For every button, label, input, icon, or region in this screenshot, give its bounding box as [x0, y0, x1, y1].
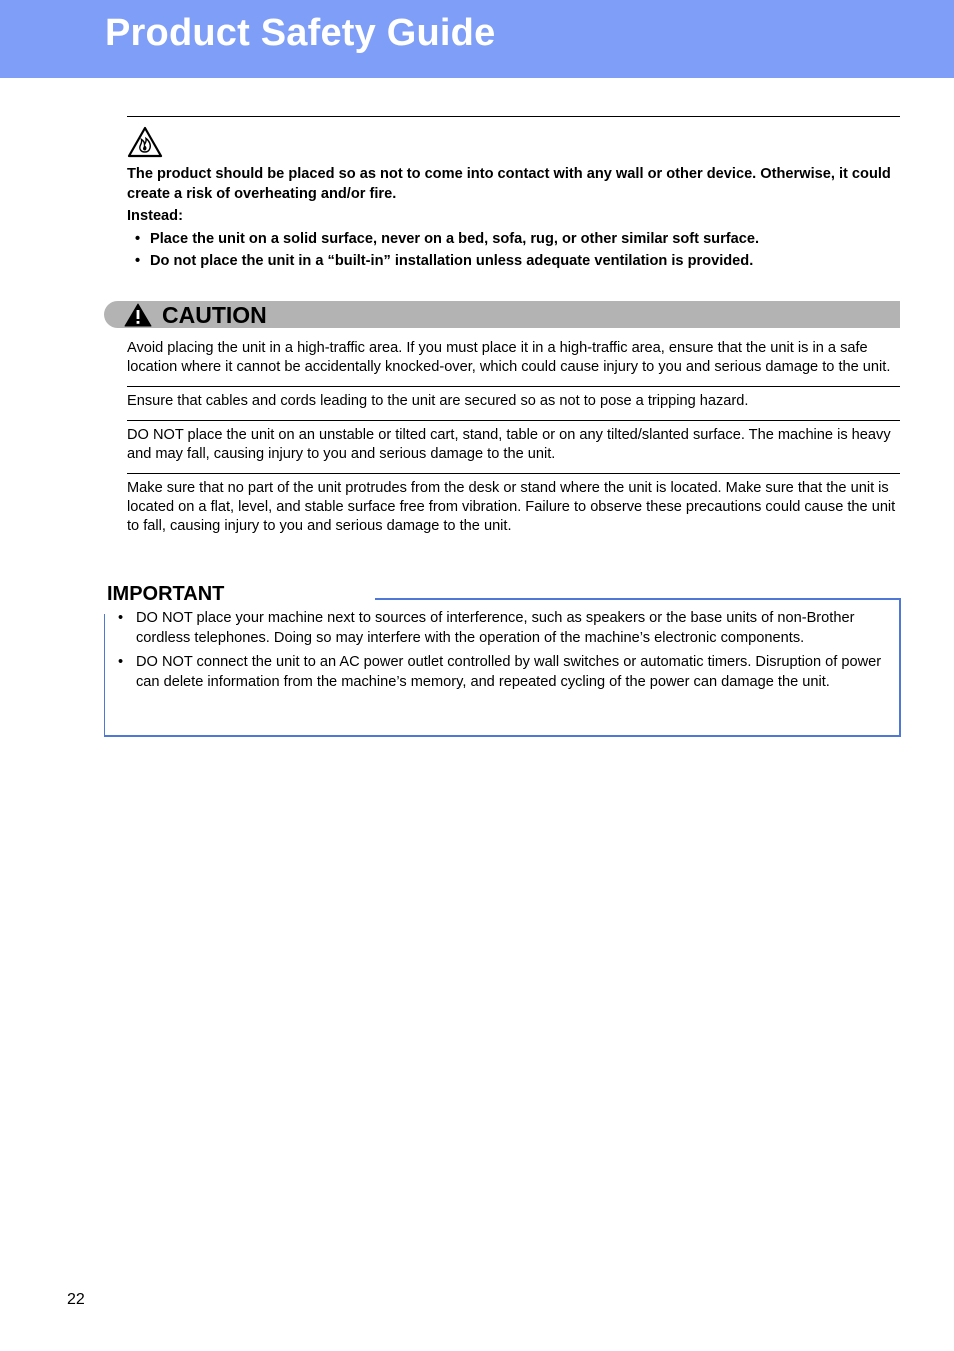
caution-item: Make sure that no part of the unit protrudes from the desk or stand where the unit is located. Make sure that the unit is located on a flat, level, and stable surface free from vibration. Failure to observe these precautions could cause the unit to fall, causing injury to you and serious damage to the unit. — [127, 473, 900, 545]
fire-hazard-icon — [127, 126, 163, 158]
warning-statement: The product should be placed so as not to come into contact with any wall or other device. Otherwise, it could create a risk of overheating and/or fire. — [127, 166, 891, 202]
bullet-symbol: • — [135, 253, 141, 269]
fire-warning-section — [127, 116, 900, 269]
caution-item: DO NOT place the unit on an unstable or tilted cart, stand, table or on any tilted/slanted surface. The machine is heavy and may fall, causing injury to you and serious damage to the unit. — [127, 420, 900, 473]
page-title: Product Safety Guide — [105, 12, 496, 54]
list-item — [127, 230, 900, 250]
caution-header-bar — [104, 301, 900, 328]
important-box-left-rule — [104, 614, 105, 737]
warning-triangle-icon — [124, 303, 152, 327]
bullet-symbol: • — [118, 610, 124, 626]
list-item-text: Place the unit on a solid surface, never on a bed, sofa, rug, or other similar soft surface. — [150, 230, 760, 247]
list-item — [118, 609, 888, 648]
important-box-top-rule — [375, 598, 901, 600]
instead-label: Instead: — [127, 208, 183, 224]
list-item — [118, 653, 888, 692]
list-item-text: DO NOT place your machine next to sources of interference, such as speakers or the base units of non-Brother cordless telephones. Doing so may interfere with the operation of the machine’s electronic components. — [136, 610, 855, 646]
bullet-symbol: • — [135, 230, 141, 247]
list-item-text: DO NOT connect the unit to an AC power outlet controlled by wall switches or automatic timers. Disruption of power can delete information from the machine’s memory, and repeated cycling of the power can damage the unit. — [136, 654, 882, 690]
caution-label: CAUTION — [162, 302, 267, 328]
page-number: 22 — [67, 1291, 85, 1308]
caution-item: Ensure that cables and cords leading to the unit are secured so as not to pose a tripping hazard. — [127, 386, 900, 420]
list-item — [127, 252, 900, 272]
important-list — [118, 609, 888, 697]
list-item-text: Do not place the unit in a “built-in” installation unless adequate ventilation is provided. — [150, 253, 754, 269]
caution-list — [127, 339, 900, 545]
caution-item: Avoid placing the unit in a high-traffic area. If you must place it in a high-traffic area, ensure that the unit is in a safe location where it cannot be accidentally knocked-over, which could cause injury to you and serious damage to the unit. — [127, 340, 891, 375]
warning-text — [127, 165, 900, 275]
bullet-symbol: • — [118, 654, 124, 670]
important-title: IMPORTANT — [107, 583, 225, 605]
warning-bullet-list — [127, 230, 900, 272]
header-banner — [0, 0, 954, 78]
